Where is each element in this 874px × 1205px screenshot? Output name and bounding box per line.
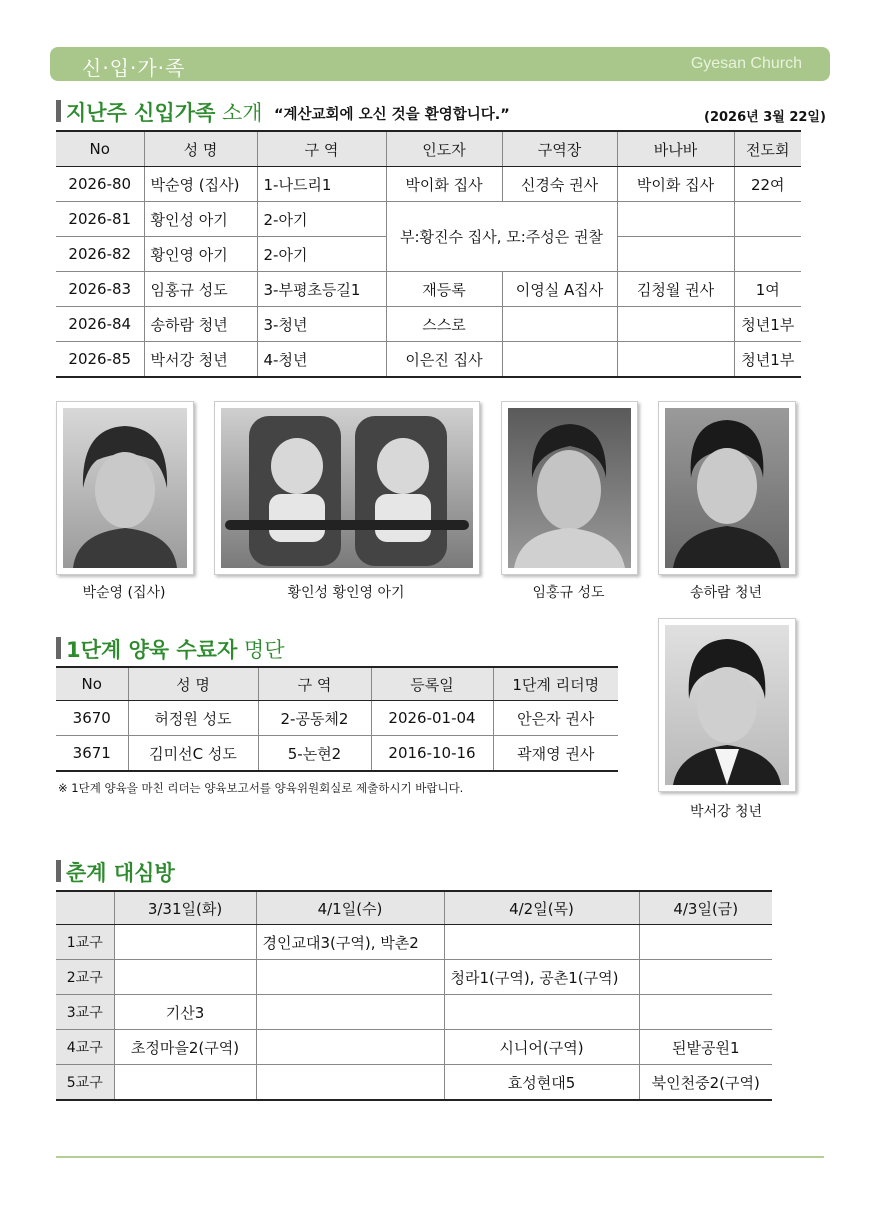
table-row [56,701,618,736]
table-row [56,342,801,378]
training-table [56,666,618,772]
table-header-row [56,667,618,701]
banner-title: 신·입·가·족 [82,56,186,80]
cell-leader: 신경숙 권사 [502,167,617,202]
cell-day4 [639,995,772,1030]
cell-mission [734,202,801,237]
cell-name: 박순영 (집사) [144,167,257,202]
column-header: 4/2일(목) [444,891,639,925]
table-row [56,1030,772,1065]
cell-day1 [114,925,256,960]
portrait-young-man-icon [665,625,789,785]
cell-area: 1-나드리1 [257,167,386,202]
cell-no: 2026-82 [56,237,144,272]
column-header: 등록일 [371,667,493,701]
photo-caption: 송하람 청년 [689,585,763,601]
column-header: No [56,667,128,701]
cell-day1 [114,960,256,995]
cell-guide-merged: 부:황진수 집사, 모:주성은 권찰 [386,202,617,272]
cell-day1: 기산3 [114,995,256,1030]
table-header-row [56,131,801,167]
newcomers-section-title [56,97,263,127]
column-header: 인도자 [386,131,502,167]
report-date: (2026년 3월 22일) [704,110,826,125]
photo-im-honggyu [501,401,638,575]
cell-day3: 청라1(구역), 공촌1(구역) [444,960,639,995]
table-row [56,1065,772,1101]
cell-guide: 박이화 집사 [386,167,502,202]
cell-day2 [256,1030,444,1065]
cell-name: 임홍규 성도 [144,272,257,307]
cell-day2 [256,995,444,1030]
footer-divider [56,1156,824,1158]
photo-park-sunyoung [56,401,194,575]
cell-leader: 안은자 권사 [493,701,618,736]
cell-no: 3671 [56,736,128,772]
cell-barnabas: 김청월 권사 [617,272,734,307]
cell-name: 송하람 청년 [144,307,257,342]
column-header: 성 명 [144,131,257,167]
cell-mission [734,237,801,272]
table-row [56,925,772,960]
column-header: 4/1일(수) [256,891,444,925]
photo-caption: 임홍규 성도 [532,585,605,601]
cell-leader: 곽재영 권사 [493,736,618,772]
cell-mission: 22여 [734,167,801,202]
photo-park-seogang [658,618,796,792]
cell-day3 [444,925,639,960]
column-header: 바나바 [617,131,734,167]
column-header: 3/31일(화) [114,891,256,925]
column-header [56,891,114,925]
column-header: 1단계 리더명 [493,667,618,701]
cell-no: 2026-83 [56,272,144,307]
cell-day2 [256,1065,444,1101]
cell-day3: 효성현대5 [444,1065,639,1101]
portrait-woman-icon [63,408,187,568]
table-row [56,960,772,995]
cell-area: 4-청년 [257,342,386,378]
cell-no: 2026-80 [56,167,144,202]
cell-district: 5교구 [56,1065,114,1101]
newcomers-title-bold: 지난주 신입가족 [66,101,216,125]
cell-date: 2026-01-04 [371,701,493,736]
cell-guide: 이은진 집사 [386,342,502,378]
cell-day3: 시니어(구역) [444,1030,639,1065]
cell-leader [502,307,617,342]
cell-day4 [639,925,772,960]
table-row [56,202,801,237]
cell-day4: 된밭공원1 [639,1030,772,1065]
newcomers-table [56,130,801,378]
photo-babies [214,401,480,575]
portrait-young-man-icon [665,408,789,568]
column-header: No [56,131,144,167]
cell-name: 김미선C 성도 [128,736,258,772]
cell-name: 황인영 아기 [144,237,257,272]
cell-day2: 경인교대3(구역), 박촌2 [256,925,444,960]
table-row [56,272,801,307]
cell-name: 황인성 아기 [144,202,257,237]
cell-leader [502,342,617,378]
cell-day3 [444,995,639,1030]
cell-barnabas [617,202,734,237]
photo-caption: 박순영 (집사) [82,585,166,601]
cell-no: 2026-84 [56,307,144,342]
cell-name: 허정원 성도 [128,701,258,736]
column-header: 4/3일(금) [639,891,772,925]
church-name: Gyesan Church [690,55,802,72]
cell-no: 2026-85 [56,342,144,378]
cell-area: 2-공동체2 [258,701,371,736]
babies-in-stroller-icon [221,408,473,568]
cell-day2 [256,960,444,995]
column-header: 구 역 [258,667,371,701]
table-row [56,167,801,202]
training-section-title [56,634,285,664]
table-header-row [56,891,772,925]
photo-caption: 박서강 청년 [689,804,763,820]
cell-guide: 스스로 [386,307,502,342]
portrait-elderly-woman-icon [508,408,631,568]
cell-barnabas: 박이화 집사 [617,167,734,202]
cell-mission: 청년1부 [734,307,801,342]
cell-mission: 청년1부 [734,342,801,378]
header-banner [50,47,830,81]
photo-caption: 황인성 황인영 아기 [287,585,405,601]
cell-area: 2-아기 [257,202,386,237]
cell-district: 2교구 [56,960,114,995]
cell-district: 3교구 [56,995,114,1030]
column-header: 성 명 [128,667,258,701]
cell-no: 2026-81 [56,202,144,237]
cell-leader: 이영실 A집사 [502,272,617,307]
training-title-light: 명단 [237,638,285,662]
table-row [56,736,618,772]
cell-day1: 초정마을2(구역) [114,1030,256,1065]
cell-barnabas [617,342,734,378]
cell-district: 1교구 [56,925,114,960]
visits-table [56,890,772,1101]
cell-area: 3-청년 [257,307,386,342]
cell-name: 박서강 청년 [144,342,257,378]
cell-day1 [114,1065,256,1101]
cell-day4: 북인천중2(구역) [639,1065,772,1101]
cell-barnabas [617,237,734,272]
cell-district: 4교구 [56,1030,114,1065]
cell-area: 3-부평초등길1 [257,272,386,307]
table-row [56,995,772,1030]
photo-song-haram [658,401,796,575]
newcomers-title-light: 소개 [215,101,263,125]
cell-guide: 재등록 [386,272,502,307]
visits-section-title: 춘계 대심방 [56,857,175,887]
cell-area: 2-아기 [257,237,386,272]
welcome-message: “계산교회에 오신 것을 환영합니다.” [274,107,510,123]
column-header: 전도회 [734,131,801,167]
training-title-bold: 1단계 양육 수료자 [66,638,238,662]
cell-mission: 1여 [734,272,801,307]
cell-day4 [639,960,772,995]
column-header: 구 역 [257,131,386,167]
training-note: ※ 1단계 양육을 마친 리더는 양육보고서를 양육위원회실로 제출하시기 바랍니다. [58,781,464,795]
cell-date: 2016-10-16 [371,736,493,772]
cell-area: 5-논현2 [258,736,371,772]
table-row [56,307,801,342]
cell-barnabas [617,307,734,342]
cell-no: 3670 [56,701,128,736]
column-header: 구역장 [502,131,617,167]
